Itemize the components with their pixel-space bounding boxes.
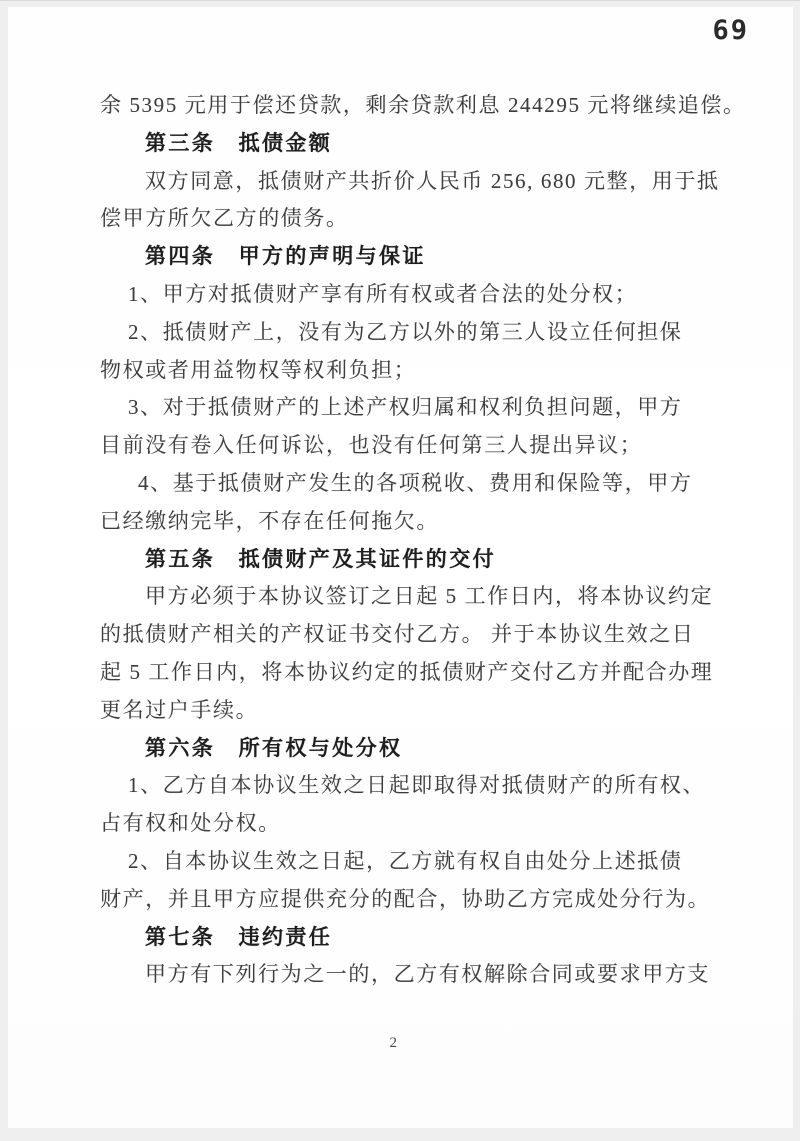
- body-text-line: 已经缴纳完毕，不存在任何拖欠。: [100, 508, 439, 533]
- document-page: [8, 7, 793, 1128]
- clause-heading-line: 第五条 抵债财产及其证件的交付: [145, 546, 496, 571]
- clause-heading-line: 第六条 所有权与处分权: [145, 735, 403, 760]
- body-text-line: 4、基于抵债财产发生的各项税收、费用和保险等，甲方: [138, 470, 693, 495]
- body-text-line: 2、自本协议生效之日起，乙方就有权自由处分上述抵债: [128, 848, 683, 873]
- body-text-line: 占有权和处分权。: [100, 811, 281, 836]
- footer-page-number: 2: [389, 1035, 398, 1051]
- body-text-line: 余 5395 元用于偿还贷款，剩余贷款利息 244295 元将继续追偿。: [100, 93, 746, 117]
- body-text-line: 财产，并且甲方应提供充分的配合，协助乙方完成处分行为。: [100, 886, 711, 911]
- body-text-line: 目前没有卷入任何诉讼，也没有任何第三人提出异议；: [100, 433, 643, 458]
- clause-heading-line: 第七条 违约责任: [145, 924, 333, 949]
- body-text-line: 物权或者用益物权等权利负担；: [100, 357, 417, 382]
- clause-heading-line: 第三条 抵债金额: [145, 130, 333, 155]
- text-block: [100, 87, 753, 994]
- body-text-line: 甲方有下列行为之一的，乙方有权解除合同或要求甲方支: [145, 962, 710, 987]
- body-text-line: 的抵债财产相关的产权证书交付乙方。 并于本协议生效之日: [100, 622, 695, 647]
- body-text-line: 偿甲方所欠乙方的债务。: [100, 206, 349, 231]
- body-text-line: 甲方必须于本协议签订之日起 5 工作日内，将本协议约定: [145, 584, 714, 609]
- body-text-line: 更名过户手续。: [100, 697, 259, 722]
- body-text-line: 1、甲方对抵债财产享有所有权或者合法的处分权；: [128, 281, 638, 306]
- body-text-line: 1、乙方自本协议生效之日起即取得对抵债财产的所有权、: [128, 773, 706, 798]
- body-text-line: 双方同意，抵债财产共折价人民币 256, 680 元整，用于抵: [145, 168, 720, 193]
- page-corner-number: 69: [712, 15, 749, 46]
- body-text-line: 3、对于抵债财产的上述产权归属和权利负担问题，甲方: [128, 395, 683, 420]
- body-text-line: 起 5 工作日内，将本协议约定的抵债财产交付乙方并配合办理: [100, 659, 714, 684]
- body-text-line: 2、抵债财产上，没有为乙方以外的第三人设立任何担保: [128, 319, 683, 344]
- clause-heading-line: 第四条 甲方的声明与保证: [145, 244, 426, 269]
